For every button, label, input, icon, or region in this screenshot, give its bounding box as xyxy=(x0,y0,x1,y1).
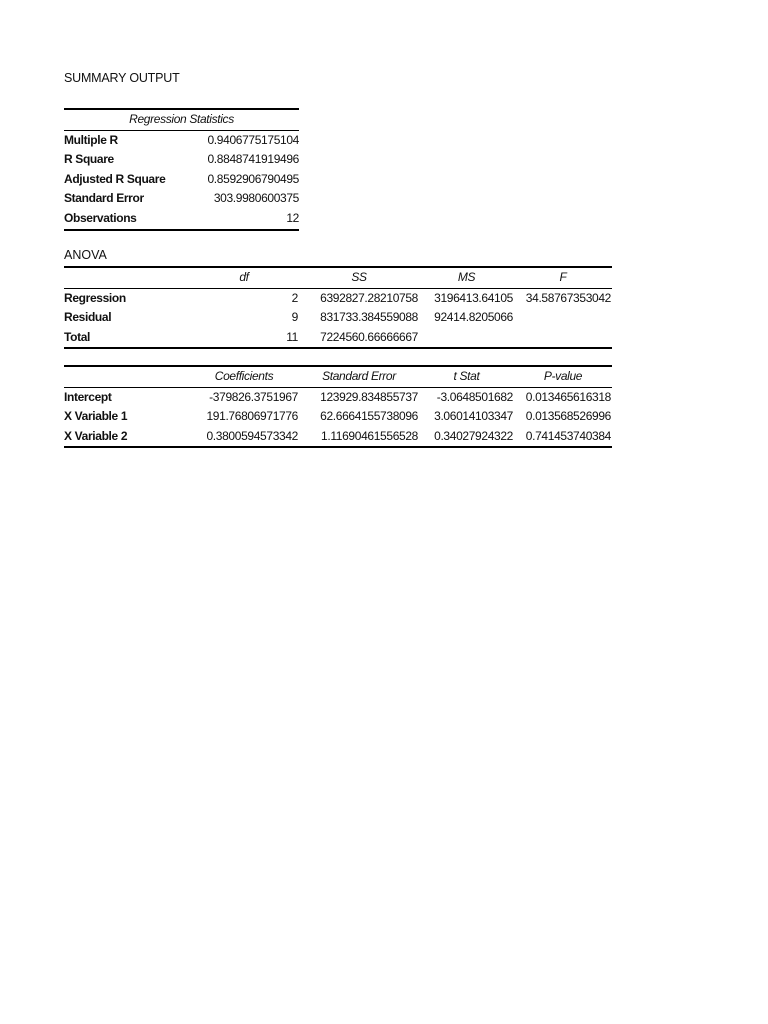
anova-ss: 7224560.66666667 xyxy=(299,328,419,349)
stat-label: Multiple R xyxy=(64,132,118,147)
coef-row-label: Intercept xyxy=(64,389,112,404)
coef-row-label: X Variable 1 xyxy=(64,409,128,424)
coef-header-p-value: P-value xyxy=(514,366,612,387)
anova-ss: 831733.384559088 xyxy=(320,310,418,325)
anova-header-ss: SS xyxy=(299,267,419,288)
table-row xyxy=(64,288,612,308)
table-row xyxy=(64,150,299,170)
coef-value: 191.76806971776 xyxy=(206,409,298,424)
stat-value: 303.9980600375 xyxy=(213,191,300,206)
anova-df: 9 xyxy=(291,310,298,325)
regression-statistics-header-row xyxy=(64,109,299,130)
anova-f: 34.58767353042 xyxy=(525,290,611,305)
anova-row-label: Total xyxy=(64,328,189,349)
anova-f xyxy=(514,308,612,328)
table-row xyxy=(64,407,612,427)
table-row xyxy=(64,130,299,150)
coef-header-t-stat: t Stat xyxy=(419,366,514,387)
anova-label: ANOVA xyxy=(64,248,107,262)
coef-value: -379826.3751967 xyxy=(209,389,298,404)
coef-header-blank xyxy=(64,366,189,387)
regression-statistics-header: Regression Statistics xyxy=(64,109,299,130)
anova-ms: 92414.8205066 xyxy=(434,310,513,325)
stat-label: Observations xyxy=(64,209,191,230)
coef-value: 0.3800594573342 xyxy=(189,427,299,448)
anova-df: 2 xyxy=(291,290,298,305)
anova-f xyxy=(514,328,612,349)
table-row xyxy=(64,209,299,230)
coef-standard-error: 62.6664155738096 xyxy=(320,409,418,424)
coefficients-header-row xyxy=(64,366,612,387)
coef-standard-error: 123929.834855737 xyxy=(320,389,418,404)
anova-df: 11 xyxy=(189,328,299,349)
coefficients-table xyxy=(64,365,612,448)
regression-statistics-table xyxy=(64,108,299,231)
coef-header-coefficients: Coefficients xyxy=(189,366,299,387)
coef-p-value: 0.741453740384 xyxy=(514,427,612,448)
table-row xyxy=(64,189,299,209)
anova-ss: 6392827.28210758 xyxy=(320,290,418,305)
table-row xyxy=(64,170,299,190)
anova-ms xyxy=(419,328,514,349)
anova-header-row xyxy=(64,267,612,288)
anova-header-df: df xyxy=(189,267,299,288)
table-row xyxy=(64,387,612,407)
coef-header-standard-error: Standard Error xyxy=(299,366,419,387)
coef-row-label: X Variable 2 xyxy=(64,427,189,448)
table-row xyxy=(64,308,612,328)
anova-header-f: F xyxy=(514,267,612,288)
stat-label: R Square xyxy=(64,152,114,167)
coef-standard-error: 1.11690461556528 xyxy=(299,427,419,448)
stat-label: Standard Error xyxy=(64,191,144,206)
stat-label: Adjusted R Square xyxy=(64,171,166,186)
anova-header-blank xyxy=(64,267,189,288)
table-row xyxy=(64,328,612,349)
coef-t-stat: -3.0648501682 xyxy=(436,389,513,404)
table-row xyxy=(64,427,612,448)
coef-t-stat: 3.06014103347 xyxy=(434,409,513,424)
stat-value: 0.9406775175104 xyxy=(207,132,300,147)
anova-row-label: Regression xyxy=(64,290,126,305)
anova-row-label: Residual xyxy=(64,310,112,325)
coef-p-value: 0.013568526996 xyxy=(525,409,611,424)
coef-t-stat: 0.34027924322 xyxy=(419,427,514,448)
stat-value: 12 xyxy=(191,209,299,230)
coef-p-value: 0.013465616318 xyxy=(525,389,611,404)
anova-header-ms: MS xyxy=(419,267,514,288)
stat-value: 0.8592906790495 xyxy=(207,171,300,186)
anova-ms: 3196413.64105 xyxy=(434,290,513,305)
anova-table xyxy=(64,266,612,349)
stat-value: 0.8848741919496 xyxy=(207,152,300,167)
summary-output-title: SUMMARY OUTPUT xyxy=(64,71,180,85)
